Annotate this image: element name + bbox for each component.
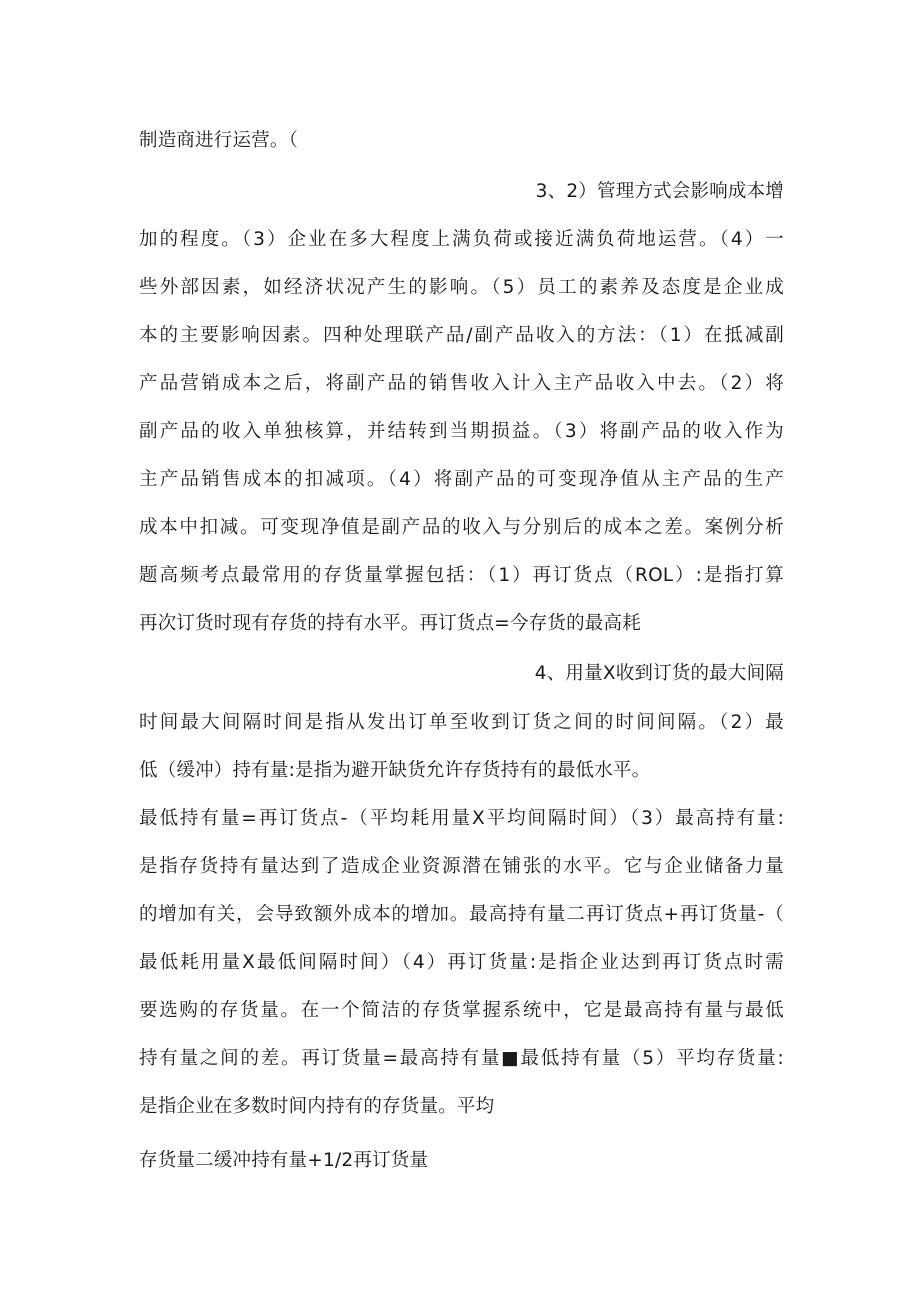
text-line: 要选购的存货量。在一个简洁的存货掌握系统中，它是最高持有量与最低 [139, 1000, 784, 1021]
text-line: 持有量之间的差。再订货量=最高持有量■最低持有量（5）平均存货量: [139, 1048, 784, 1069]
text-line: 本的主要影响因素。四种处理联产品/副产品收入的方法：（1）在抵减副 [139, 325, 784, 346]
text-line: 4、用量X收到订货的最大间隔 [534, 663, 784, 684]
text-line: 产品营销成本之后，将副产品的销售收入计入主产品收入中去。（2）将 [139, 373, 784, 394]
text-line: 最低耗用量X最低间隔时间）（4）再订货量:是指企业达到再订货点时需 [139, 952, 784, 973]
text-line: 最低持有量=再订货点-（平均耗用量X平均间隔时间）（3）最高持有量: [139, 808, 784, 829]
text-line: 3、2）管理方式会影响成本增 [535, 181, 784, 202]
text-line: 成本中扣减。可变现净值是副产品的收入与分别后的成本之差。案例分析 [139, 517, 784, 538]
text-line: 些外部因素，如经济状况产生的影响。（5）员工的素养及态度是企业成 [139, 277, 784, 298]
text-line: 的增加有关，会导致额外成本的增加。最高持有量二再订货点+再订货量-（ [139, 904, 784, 925]
text-line: 主产品销售成本的扣减项。（4）将副产品的可变现净值从主产品的生产 [139, 469, 784, 490]
text-line: 是指企业在多数时间内持有的存货量。平均 [139, 1096, 495, 1117]
text-line: 副产品的收入单独核算，并结转到当期损益。（3）将副产品的收入作为 [139, 421, 784, 442]
text-line: 制造商进行运营。（ [139, 130, 299, 151]
text-line: 是指存货持有量达到了造成企业资源潜在铺张的水平。它与企业储备力量 [139, 856, 784, 877]
text-line: 存货量二缓冲持有量+1/2再订货量 [139, 1150, 429, 1171]
text-line: 加的程度。（3）企业在多大程度上满负荷或接近满负荷地运营。（4）一 [139, 229, 784, 250]
text-line: 再次订货时现有存货的持有水平。再订货点=今存货的最高耗 [139, 613, 641, 634]
text-line: 低（缓冲）持有量:是指为避开缺货允许存货持有的最低水平。 [139, 760, 651, 781]
text-line: 题高频考点最常用的存货量掌握包括：（1）再订货点（ROL）:是指打算 [139, 565, 784, 586]
text-line: 时间最大间隔时间是指从发出订单至收到订货之间的时间间隔。（2）最 [139, 712, 784, 733]
